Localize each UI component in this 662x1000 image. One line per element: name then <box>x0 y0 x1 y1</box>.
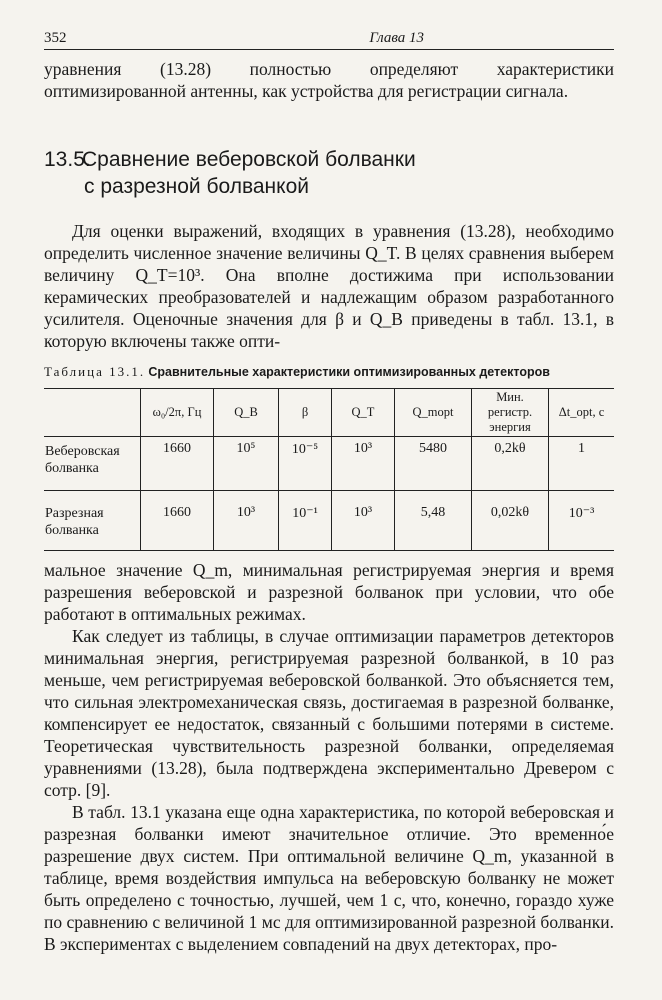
header-cell: Q_T <box>332 389 395 437</box>
table-caption-label: Таблица 13.1. <box>44 364 146 379</box>
paragraph-1: Для оценки выражений, входящих в уравнения (13.28), необходимо определить численное значение величины Q_T. В целях сравнения выберем величину Q_T=10³. Она вполне достижима при использовании керамических преобразователей и надлежащим образом разработанного усилителя. Оценочные значения для β и Q_B приведены в табл. 13.1, в которую включены также опти- <box>44 221 614 351</box>
table-cell: 5,48 <box>395 491 472 551</box>
header-cell: ω₀/2π, Гц <box>141 389 214 437</box>
header-cell: β <box>279 389 332 437</box>
paragraph-4: В табл. 13.1 указана еще одна характеристика, по которой веберовская и разрезная болванки имеют значительное отличие. Это временно́е разрешение двух систем. При оптимальной величине Q_m, указанной в таблице, время воздействия импульса на веберовскую болванку не может быть определено с точностью, лучшей, чем 1 с, что, конечно, гораздо хуже по сравнению с величиной 1 мс для оптимизированной разрезной болванки. В экспериментах с выделением совпадений на двух детекторах, про- <box>44 802 614 954</box>
paragraph-2: мальное значение Q_m, минимальная регистрируемая энергия и время разрешения веберовской и разрезной болванок при условии, что обе работают в оптимальных режимах. <box>44 560 614 624</box>
intro-paragraph: уравнения (13.28) полностью определяют характеристики оптимизированной антенны, как устройства для регистрации сигнала. <box>44 59 614 101</box>
table-cell: 10³ <box>332 491 395 551</box>
table-caption <box>44 364 614 380</box>
table-row <box>44 437 614 491</box>
table-caption-text: Сравнительные характеристики оптимизированных детекторов <box>148 365 550 379</box>
table-row <box>44 491 614 551</box>
comparison-table <box>44 388 614 551</box>
table-header-row <box>44 389 614 437</box>
table-cell: Разрезная болванка <box>44 491 141 551</box>
table-cell: 10⁻¹ <box>279 491 332 551</box>
header-cell: Δt_opt, с <box>549 389 615 437</box>
table-cell: 10³ <box>332 437 395 491</box>
section-heading <box>44 146 614 200</box>
page-header <box>44 30 614 50</box>
section-title-line2: с разрезной болванкой <box>84 175 309 198</box>
table-cell: 0,02kθ <box>472 491 549 551</box>
page-number: 352 <box>44 30 67 46</box>
header-cell: Q_mopt <box>395 389 472 437</box>
table-cell: 10⁻⁵ <box>279 437 332 491</box>
table-cell: 5480 <box>395 437 472 491</box>
section-title-line1: Сравнение веберовской болванки <box>82 148 416 171</box>
table-cell: 10⁵ <box>214 437 279 491</box>
section-number: 13.5. <box>44 148 91 171</box>
chapter-title: Глава 13 <box>369 30 424 46</box>
table-cell: 10³ <box>214 491 279 551</box>
page <box>44 30 614 955</box>
header-cell <box>44 389 141 437</box>
table-cell: 1 <box>549 437 615 491</box>
table-cell: Веберовская болванка <box>44 437 141 491</box>
table-cell: 1660 <box>141 437 214 491</box>
header-cell: Мин. регистр. энергия <box>472 389 549 437</box>
table-cell: 1660 <box>141 491 214 551</box>
table-cell: 10⁻³ <box>549 491 615 551</box>
table-cell: 0,2kθ <box>472 437 549 491</box>
header-cell: Q_B <box>214 389 279 437</box>
paragraph-3: Как следует из таблицы, в случае оптимизации параметров детекторов минимальная энергия, регистрируемая разрезной болванкой, в 10 раз меньше, чем регистрируемая веберовской болванкой. Это объясняется тем, что сильная электромеханическая связь, достигаемая в разрезной болванке, компенсирует ее недостаток, связанный с большими потерями в системе. Теоретическая чувствительность разрезной болванки, определяемая уравнениями (13.28), была подтверждена экспериментально Древером с сотр. [9]. <box>44 626 614 800</box>
